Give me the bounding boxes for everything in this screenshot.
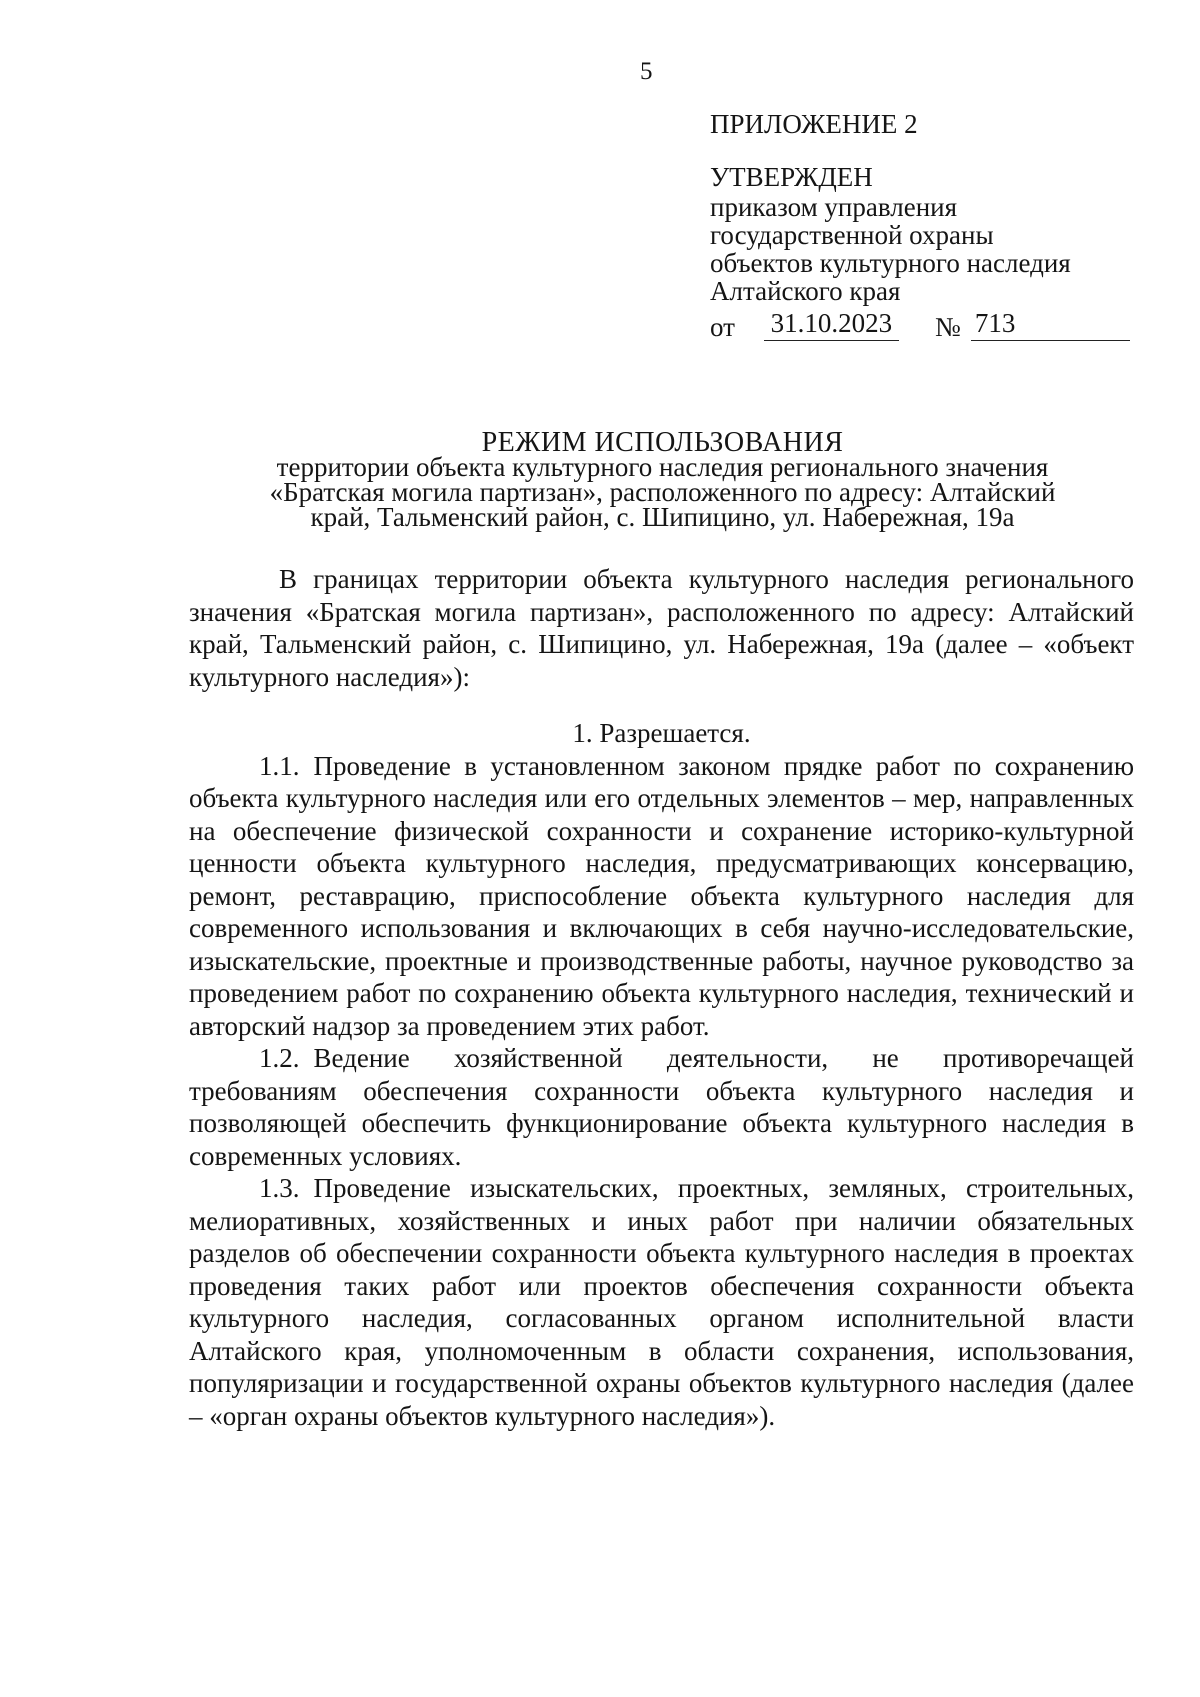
- date-prefix: от: [710, 312, 735, 342]
- order-date-number-row: [710, 309, 1130, 341]
- document-body: [189, 563, 1134, 1432]
- number-sign: №: [935, 312, 961, 342]
- approval-stamp-block: [710, 110, 1130, 341]
- item-number: 1.3.: [259, 1173, 300, 1203]
- issuer-line: приказом управления: [710, 192, 958, 222]
- list-item: [189, 1042, 1134, 1172]
- issuer-line: государственной охраны: [710, 220, 994, 250]
- order-date: 31.10.2023: [764, 309, 899, 341]
- item-text: Проведение изыскательских, проектных, земляных, строительных, мелиоративных, хозяйственных и иных работ при наличии обязательных разделов об обеспечении сохранности объекта культурного наследия в проектах проведения таких работ или проектов обеспечения сохранности объекта культурного наследия, согласованных органом исполнительной власти Алтайского края, уполномоченным в области сохранения, использования, популяризации и государственной охраны объектов культурного наследия (далее – «орган охраны объектов культурного наследия»).: [189, 1173, 1134, 1431]
- list-item: [189, 750, 1134, 1043]
- issuer-line: Алтайского края: [710, 276, 901, 306]
- document-title-block: [150, 427, 1175, 532]
- intro-paragraph: В границах территории объекта культурного наследия регионального значения «Братская могила партизан», расположенного по адресу: Алтайский край, Тальменский район, с. Шипицино, ул. Набережная, 19а (далее – «объект культурного наследия»):: [189, 564, 1134, 692]
- page-number: 5: [640, 58, 653, 85]
- title-subline: край, Тальменский район, с. Шипицино, ул. Набережная, 19а: [310, 502, 1015, 532]
- annex-title: ПРИЛОЖЕНИЕ 2: [710, 109, 918, 139]
- issuer-line: объектов культурного наследия: [710, 248, 1071, 278]
- document-title: РЕЖИМ ИСПОЛЬЗОВАНИЯ: [481, 427, 844, 458]
- list-item: [189, 1172, 1134, 1432]
- item-number: 1.1.: [259, 750, 300, 781]
- title-subline: территории объекта культурного наследия регионального значения: [276, 452, 1049, 482]
- section-heading: 1. Разрешается.: [572, 718, 751, 748]
- order-number: 713: [971, 309, 1130, 341]
- item-text: Проведение в установленном законом прядке работ по сохранению объекта культурного наследия или его отдельных элементов – мер, направленных на обеспечение физической сохранности и сохранение историко-культурной ценности объекта культурного наследия, предусматривающих консервацию, ремонт, реставрацию, приспособление объекта культурного наследия для современного использования и включающих в себя научно-исследовательские, изыскательские, проектные и производственные работы, научное руководство за проведением работ по сохранению объекта культурного наследия, технический и авторский надзор за проведением этих работ.: [189, 750, 1134, 1041]
- item-number: 1.2.: [259, 1043, 300, 1073]
- item-text: Ведение хозяйственной деятельности, не противоречащей требованиям обеспечения сохранности объекта культурного наследия и позволяющей обеспечить функционирование объекта культурного наследия в современных условиях.: [189, 1043, 1134, 1171]
- title-subline: «Братская могила партизан», расположенного по адресу: Алтайский: [269, 477, 1056, 507]
- approved-label: УТВЕРЖДЕН: [710, 162, 873, 192]
